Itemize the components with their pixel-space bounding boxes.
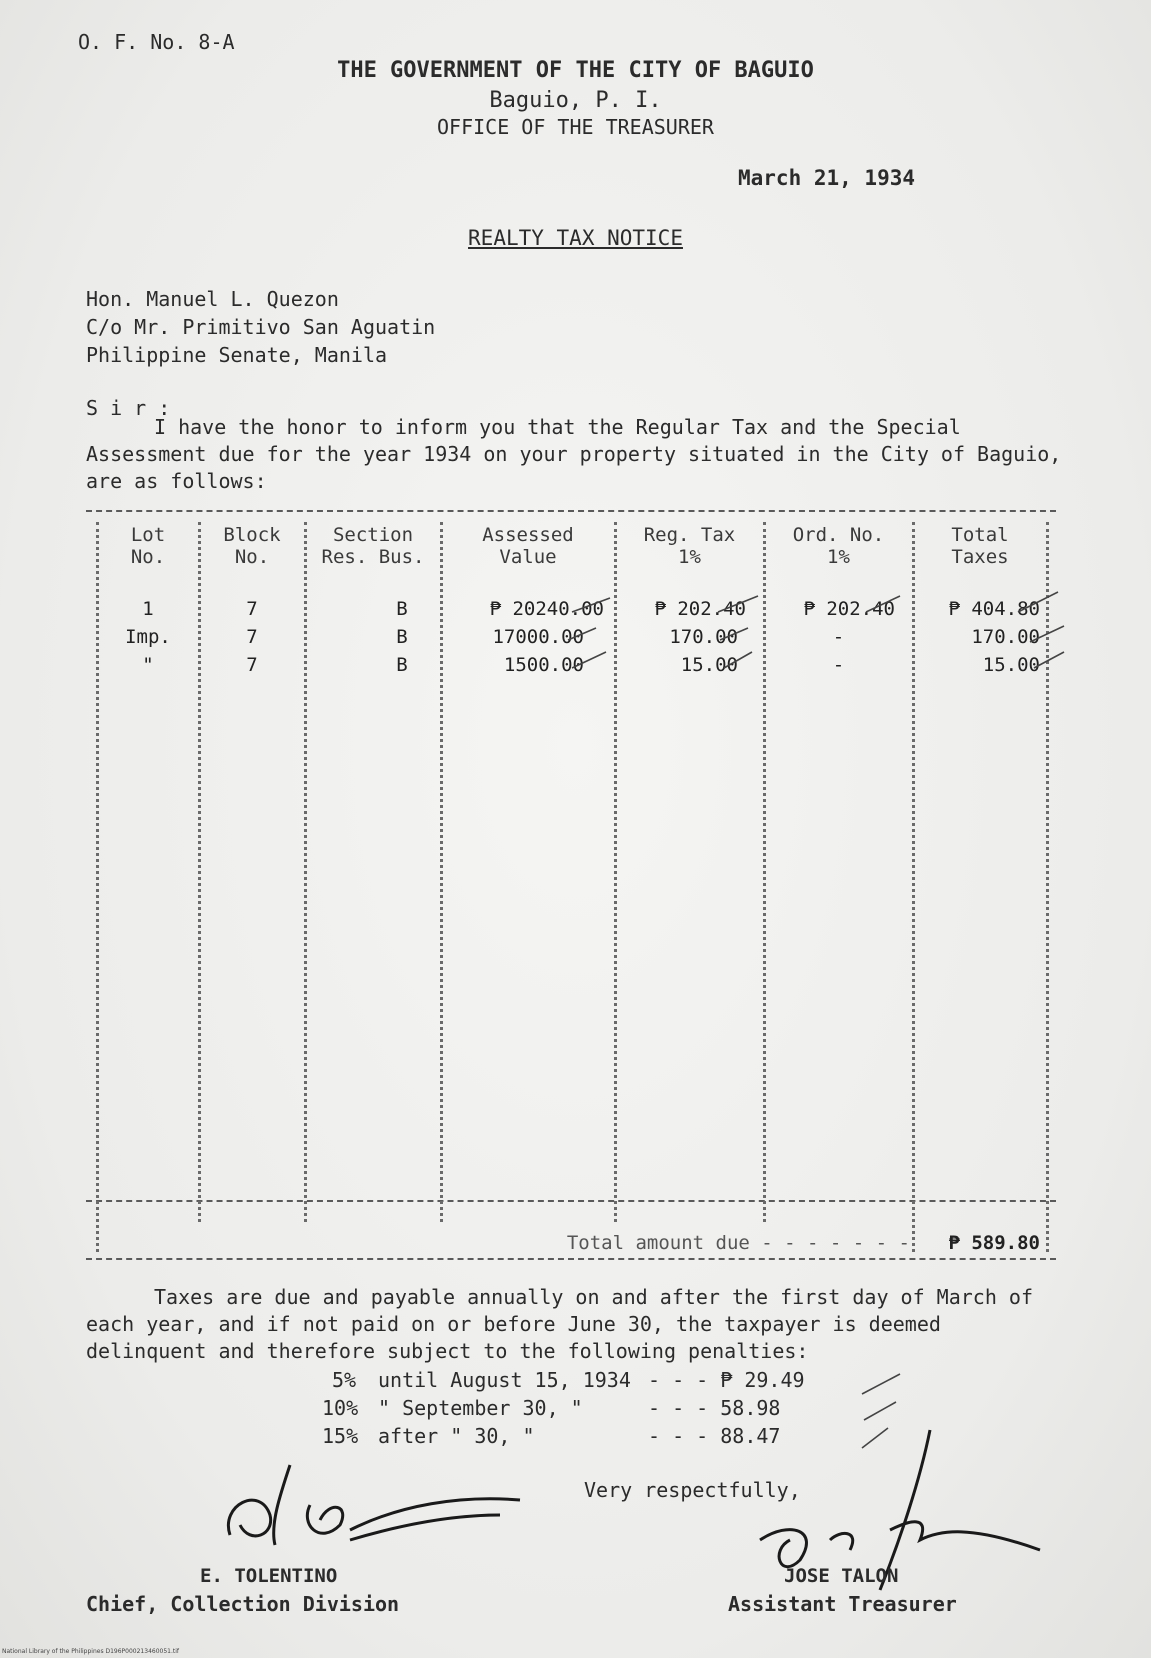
cell-total: 170.00 xyxy=(971,626,1040,648)
cell-bus: B xyxy=(396,598,408,620)
penalty-period: after " 30, " xyxy=(378,1424,535,1448)
cell-lot: " xyxy=(142,654,154,676)
addressee-line-3: Philippine Senate, Manila xyxy=(86,343,388,367)
cell-regular-tax: ₱ 202.40 xyxy=(654,598,746,620)
penalty-amount: - - - ₱ 29.49 xyxy=(648,1368,805,1392)
cell-block: 7 xyxy=(246,598,258,620)
cell-lot: Imp. xyxy=(125,626,171,648)
notice-title: REALTY TAX NOTICE xyxy=(468,226,683,250)
cell-block: 7 xyxy=(246,654,258,676)
total-amount-label: Total amount due - - - - - - - xyxy=(566,1232,910,1254)
cell-assessed-value: 17000.00 xyxy=(492,626,584,648)
penalty-amount: - - - 88.47 xyxy=(648,1424,781,1448)
cell-ordinance: - xyxy=(832,654,845,676)
penalty-period: " September 30, " xyxy=(378,1396,583,1420)
cell-block: 7 xyxy=(246,626,258,648)
cell-total: 15.00 xyxy=(982,654,1040,676)
archive-footer: National Library of the Philippines D196P000213460051.tif xyxy=(2,1648,180,1655)
header-section: Section Res. Bus. xyxy=(321,524,425,568)
cell-total: ₱ 404.80 xyxy=(948,598,1040,620)
office-heading: OFFICE OF THE TREASURER xyxy=(437,115,714,139)
cell-bus: B xyxy=(396,654,408,676)
cell-regular-tax: 15.00 xyxy=(680,654,738,676)
intro-paragraph: I have the honor to inform you that the Regular Tax and the Special Assessment due for the year 1934 on your property situated in the City of Baguio, are as follows: xyxy=(86,415,1062,493)
signatory-right-name: JOSE TALON xyxy=(784,1565,899,1587)
cell-lot: 1 xyxy=(142,598,154,620)
penalty-rate: 10% xyxy=(322,1396,359,1420)
signatory-right-title: Assistant Treasurer xyxy=(728,1592,957,1616)
signatory-left-title: Chief, Collection Division xyxy=(86,1592,400,1616)
salutation: S i r : xyxy=(86,396,171,420)
form-number: O. F. No. 8-A xyxy=(78,30,235,54)
delinquency-notice: Taxes are due and payable annually on and after the first day of March of each year, and if not paid on or before June 30, the taxpayer is deemed delinquent and therefore subject to the following penalties: xyxy=(86,1285,1033,1363)
cell-ordinance: - xyxy=(832,626,845,648)
header-regular-tax: Reg. Tax 1% xyxy=(643,524,736,568)
penalty-amount: - - - 58.98 xyxy=(648,1396,781,1420)
header-ordinance: Ord. No. 1% xyxy=(792,524,885,568)
penalty-period: until August 15, 1934 xyxy=(378,1368,631,1392)
cell-regular-tax: 170.00 xyxy=(669,626,738,648)
notice-date: March 21, 1934 xyxy=(738,166,916,190)
signatory-left-name: E. TOLENTINO xyxy=(200,1565,338,1587)
header-block: Block No. xyxy=(223,524,281,568)
penalty-rate: 5% xyxy=(332,1368,357,1392)
header-total-taxes: Total Taxes xyxy=(951,524,1009,568)
cell-bus: B xyxy=(396,626,408,648)
total-amount-value: ₱ 589.80 xyxy=(948,1232,1040,1254)
header-lot: Lot No. xyxy=(130,524,166,568)
header-assessed-value: Assessed Value xyxy=(482,524,574,568)
cell-assessed-value: ₱ 20240.00 xyxy=(489,598,604,620)
cell-assessed-value: 1500.00 xyxy=(503,654,584,676)
signature-tolentino xyxy=(200,1445,540,1565)
government-heading: THE GOVERNMENT OF THE CITY OF BAGUIO xyxy=(337,58,814,83)
penalty-rate: 15% xyxy=(322,1424,359,1448)
addressee-line-1: Hon. Manuel L. Quezon xyxy=(86,287,339,311)
addressee-line-2: C/o Mr. Primitivo San Aguatin xyxy=(86,315,436,339)
location-heading: Baguio, P. I. xyxy=(489,88,662,113)
cell-ordinance: ₱ 202.40 xyxy=(803,598,895,620)
closing: Very respectfully, xyxy=(584,1478,801,1502)
signature-talon xyxy=(740,1420,1060,1620)
